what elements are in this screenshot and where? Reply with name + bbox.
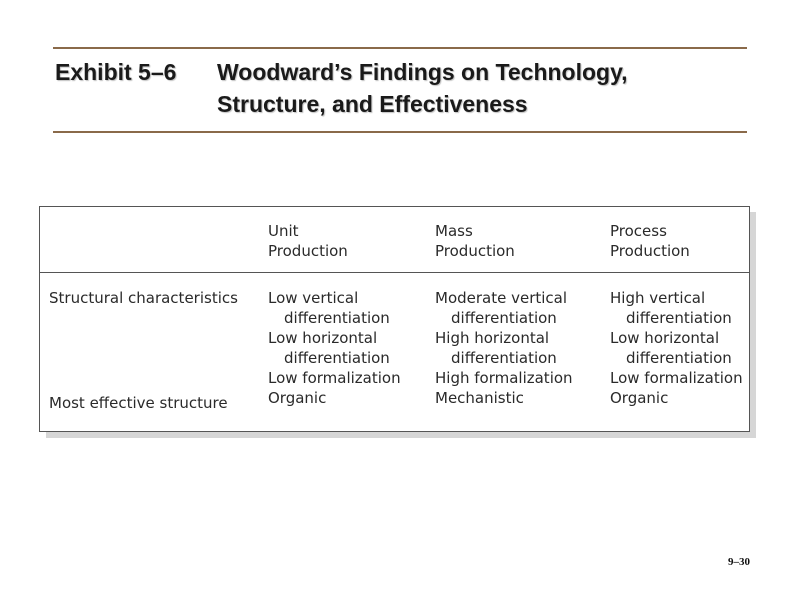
row-label-structural: Structural characteristics [49,289,238,307]
column-header-unit [268,221,348,261]
mass-characteristics [435,288,573,408]
row-label-effective: Most effective structure [49,394,228,412]
cell-text: Low horizontal [268,329,378,347]
cell-text: Low horizontal [610,329,720,347]
column-header-line: Process [610,222,667,240]
column-header-line: Production [610,242,690,260]
cell-text: High vertical [610,289,706,307]
cell-text: High horizontal [435,329,550,347]
cell-text: differentiation [451,309,557,327]
column-header-line: Mass [435,222,473,240]
cell-text: High formalization [435,369,573,387]
title-top-rule [53,47,747,49]
cell-text: differentiation [284,349,390,367]
findings-table [39,206,750,432]
cell-text: Low formalization [610,369,743,387]
page-title [55,56,755,120]
cell-text: Organic [268,389,327,407]
cell-text: Moderate vertical [435,289,568,307]
column-header-line: Production [268,242,348,260]
cell-text: Organic [610,389,669,407]
cell-text: differentiation [451,349,557,367]
title-bottom-rule [53,131,747,133]
column-header-line: Production [435,242,515,260]
cell-text: Low vertical [268,289,359,307]
exhibit-label: Exhibit 5–6 [55,59,177,85]
title-line-1: Woodward’s Findings on Technology, [217,59,628,85]
page-number: 9–30 [728,556,750,568]
cell-text: Low formalization [268,369,401,387]
header-separator [40,272,749,273]
cell-text: differentiation [626,309,732,327]
cell-text: Mechanistic [435,389,524,407]
title-line-2: Structure, and Effectiveness [217,91,528,117]
unit-characteristics [268,288,401,408]
column-header-process [610,221,690,261]
process-characteristics [610,288,743,408]
column-header-mass [435,221,515,261]
column-header-line: Unit [268,222,299,240]
cell-text: differentiation [284,309,390,327]
cell-text: differentiation [626,349,732,367]
